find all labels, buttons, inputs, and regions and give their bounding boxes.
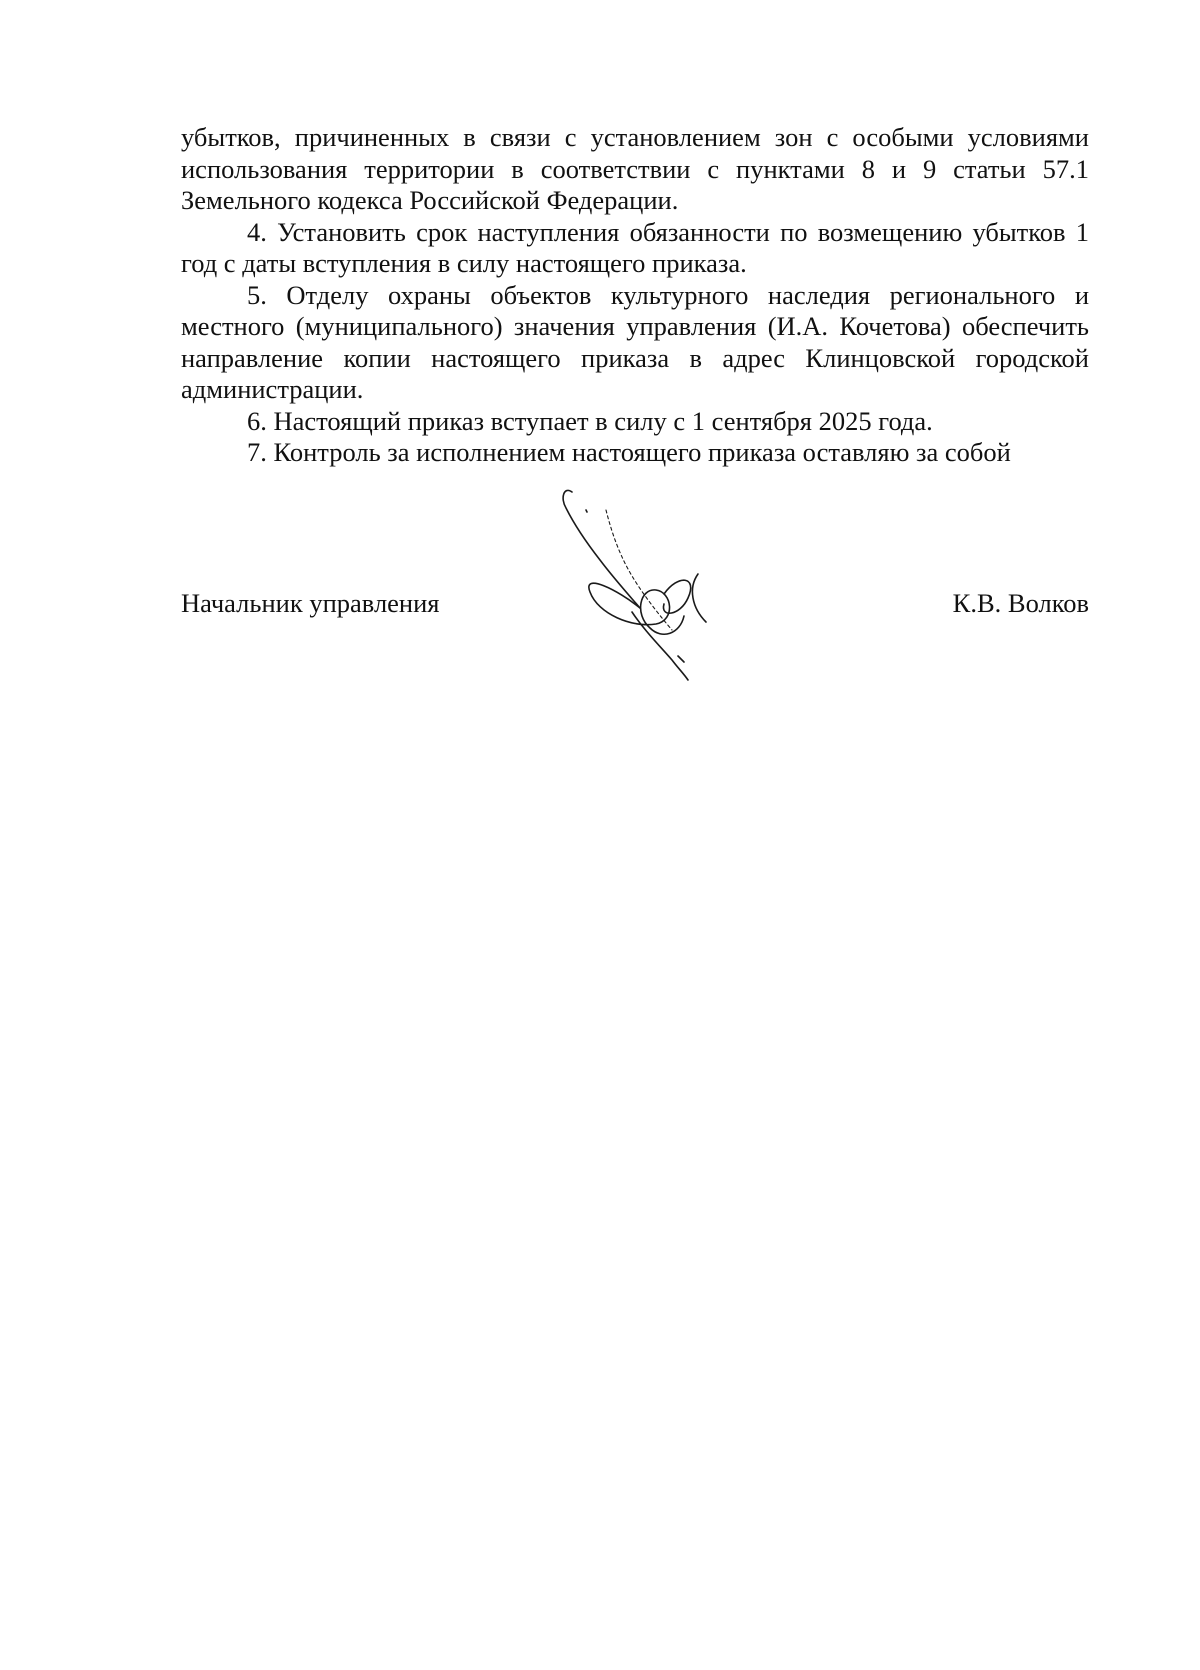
paragraph-item-6: 6. Настоящий приказ вступает в силу с 1 сентября 2025 года. <box>247 405 933 436</box>
signatory-name: К.В. Волков <box>952 588 1089 618</box>
signature-block <box>181 588 1089 628</box>
signatory-position: Начальник управления <box>181 588 440 618</box>
paragraph-item-4: 4. Установить срок наступления обязанности по возмещению убытков 1 год с даты вступления в силу настоящего приказа. <box>181 216 1089 278</box>
document-body <box>181 122 1089 469</box>
paragraph-item-5: 5. Отделу охраны объектов культурного наследия регионального и местного (муниципального) значения управления (И.А. Кочетова) обеспечить направление копии настоящего приказа в адрес Клинцовской городской администрации. <box>181 279 1089 404</box>
paragraph-damages-continuation: убытков, причиненных в связи с установлением зон с особыми условиями использования территории в соответствии с пунктами 8 и 9 статьи 57.1 Земельного кодекса Российской Федерации. <box>181 122 1089 215</box>
paragraph-item-7: 7. Контроль за исполнением настоящего приказа оставляю за собой <box>247 437 1011 467</box>
